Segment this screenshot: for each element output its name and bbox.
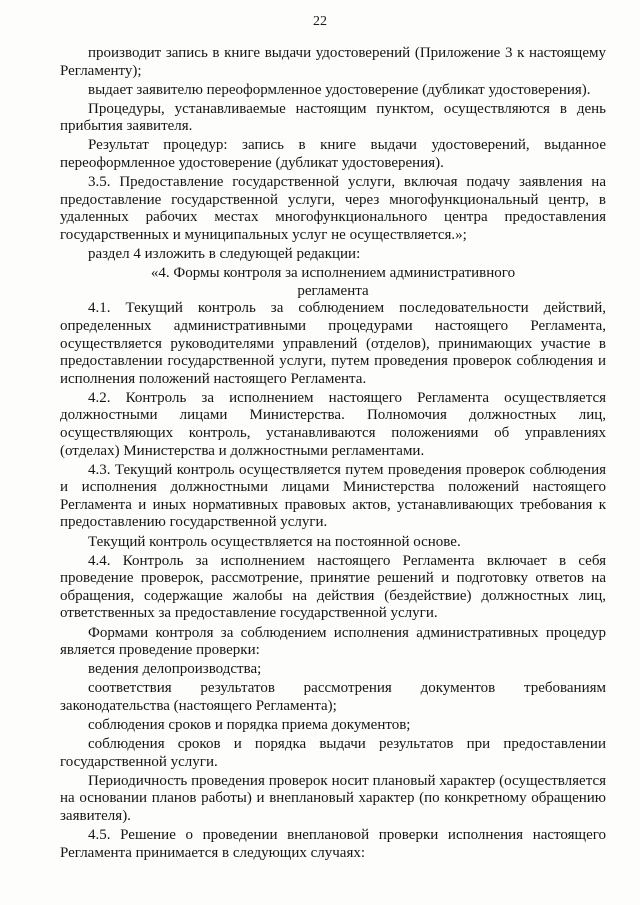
paragraph: производит запись в книге выдачи удостоверений (Приложение 3 к настоящему Регламенту);	[60, 45, 606, 79]
section-heading-line1: «4. Формы контроля за исполнением административного	[150, 265, 516, 282]
paragraph-4-5: 4.5. Решение о проведении внеплановой проверки исполнения настоящего Регламента принимается в следующих случаях:	[60, 827, 606, 861]
paragraph: Формами контроля за соблюдением исполнения административных процедур является проведение проверки:	[60, 624, 606, 659]
section-heading-line2: регламента	[297, 282, 369, 299]
paragraph: Результат процедур: запись в книге выдачи удостоверений, выданное переоформленное удостоверение (дубликат удостоверения).	[60, 137, 606, 172]
list-item: соблюдения сроков и порядка приема документов;	[88, 716, 411, 733]
paragraph-4-2: 4.2. Контроль за исполнением настоящего Регламента осуществляется должностными лицами Министерства. Полномочия должностных лиц, осуществляющих контроль, устанавливаются положениями об управлениях (отделах) Министерства и должностными регламентами.	[60, 389, 606, 459]
paragraph-4-4: 4.4. Контроль за исполнением настоящего Регламента включает в себя проведение проверок, рассмотрение, принятие решений и подготовку ответов на обращения, содержащие жалобы на действия (бездействие) должностных лиц, ответственных за предоставление государственной услуги.	[60, 552, 606, 622]
paragraph: раздел 4 изложить в следующей редакции:	[88, 246, 361, 263]
list-item: соответствия результатов рассмотрения документов требованиям законодательства (настоящего Регламента);	[60, 680, 606, 714]
paragraph-4-1: 4.1. Текущий контроль за соблюдением последовательности действий, определенных административными процедурами настоящего Регламента, осуществляется руководителями управлений (отделов), принимающих участие в предоставлении государственной услуги, путем проведения проверок соблюдения и исполнения положений настоящего Регламента.	[60, 300, 606, 387]
document-body	[60, 45, 606, 864]
paragraph: Текущий контроль осуществляется на постоянной основе.	[88, 533, 461, 550]
list-item: соблюдения сроков и порядка выдачи результатов при предоставлении государственной услуги.	[60, 736, 606, 770]
paragraph: выдает заявителю переоформленное удостоверение (дубликат удостоверения).	[88, 81, 591, 98]
page-number: 22	[313, 14, 327, 29]
list-item: ведения делопроизводства;	[88, 661, 262, 678]
paragraph: 3.5. Предоставление государственной услуги, включая подачу заявления на предоставление государственной услуги, через многофункциональный центр, в удаленных рабочих местах многофункционального центра предоставления государственных и муниципальных услуг не осуществляется.»;	[60, 174, 606, 243]
paragraph: Процедуры, устанавливаемые настоящим пунктом, осуществляются в день прибытия заявителя.	[60, 100, 606, 135]
paragraph-4-3: 4.3. Текущий контроль осуществляется путем проведения проверок соблюдения и исполнения должностными лицами Министерства положений настоящего Регламента и иных нормативных правовых актов, устанавливающих требования к предоставлению государственной услуги.	[60, 461, 606, 531]
paragraph: Периодичность проведения проверок носит плановый характер (осуществляется на основании планов работы) и внеплановый характер (по конкретному обращению заявителя).	[60, 772, 606, 824]
